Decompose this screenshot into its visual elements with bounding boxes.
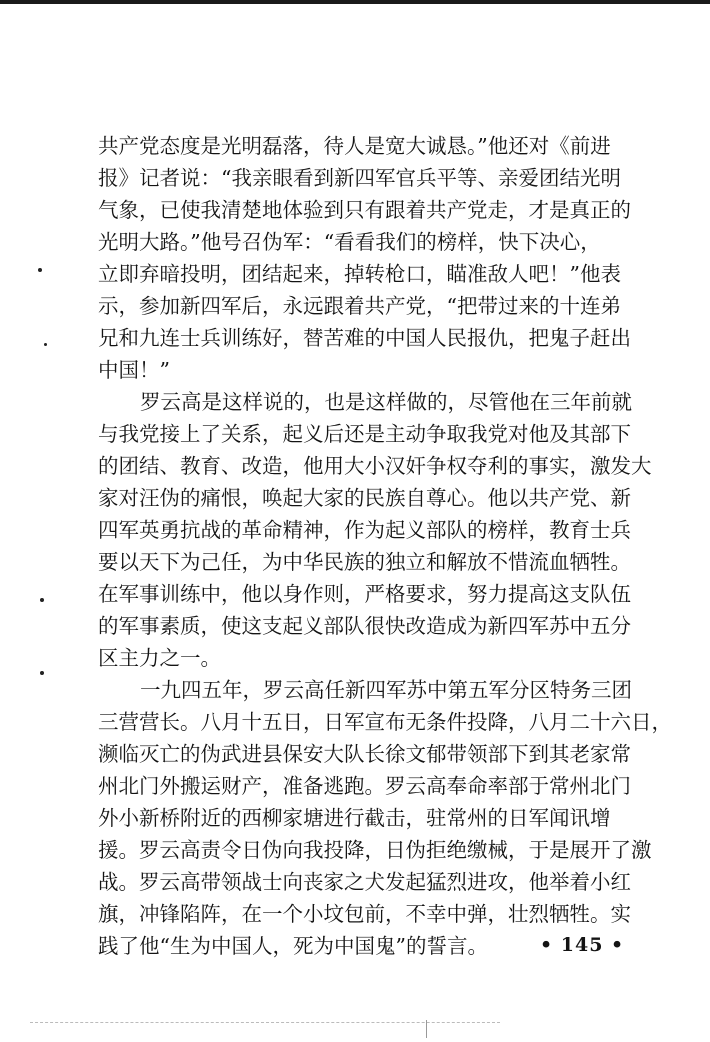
bottom-edge-specks [30, 1022, 500, 1024]
text-line: 示，参加新四军后，永远跟着共产党，“把带过来的十连弟 [98, 294, 621, 318]
text-line: 立即弃暗投明，团结起来，掉转枪口，瞄准敌人吧！”他表 [98, 262, 621, 286]
margin-speck [40, 598, 44, 602]
text-line: 气象，已使我清楚地体验到只有跟着共产党走，才是真正的 [98, 198, 631, 222]
paragraph-start-line: 罗云高是这样说的，也是这样做的，尽管他在三年前就 [140, 390, 632, 414]
bottom-edge-mark [426, 1020, 427, 1038]
text-line: 光明大路。”他号召伪军：“看看我们的榜样，快下决心， [98, 230, 601, 254]
text-line: 兄和九连士兵训练好，替苦难的中国人民报仇，把鬼子赶出 [98, 326, 631, 350]
text-line: 濒临灭亡的伪武进县保安大队长徐文郁带领部下到其老家常 [98, 742, 631, 766]
text-line: 战。罗云高带领战士向丧家之犬发起猛烈进攻，他举着小红 [98, 870, 631, 894]
text-line: 在军事训练中，他以身作则，严格要求，努力提高这支队伍 [98, 582, 631, 606]
text-line: 的团结、教育、改造，他用大小汉奸争权夺利的事实，激发大 [98, 454, 652, 478]
text-line: 与我党接上了关系，起义后还是主动争取我党对他及其部下 [98, 422, 631, 446]
page-number: • 145 • [540, 934, 625, 956]
text-line: 要以天下为己任，为中华民族的独立和解放不惜流血牺牲。 [98, 550, 631, 574]
text-line: 的军事素质，使这支起义部队很快改造成为新四军苏中五分 [98, 614, 631, 638]
paragraph-start-line: 一九四五年，罗云高任新四军苏中第五军分区特务三团 [140, 678, 632, 702]
margin-speck [44, 343, 47, 346]
margin-speck [38, 268, 42, 272]
text-line: 践了他“生为中国人，死为中国鬼”的誓言。 [98, 934, 488, 958]
text-line: 外小新桥附近的西柳家塘进行截击，驻常州的日军闻讯增 [98, 806, 611, 830]
text-line: 援。罗云高责令日伪向我投降，日伪拒绝缴械，于是展开了激 [98, 838, 652, 862]
text-line: 四军英勇抗战的革命精神，作为起义部队的榜样，教育士兵 [98, 518, 631, 542]
text-line: 旗，冲锋陷阵，在一个小坟包前，不幸中弹，壮烈牺牲。实 [98, 902, 631, 926]
text-line: 家对汪伪的痛恨，唤起大家的民族自尊心。他以共产党、新 [98, 486, 631, 510]
body-text [98, 130, 672, 962]
text-line: 三营营长。八月十五日，日军宣布无条件投降，八月二十六日， [98, 710, 672, 734]
margin-speck [40, 671, 44, 675]
text-line: 中国！” [98, 358, 170, 382]
text-line: 州北门外搬运财产，准备逃跑。罗云高奉命率部于常州北门 [98, 774, 631, 798]
top-border-rule [0, 0, 710, 4]
text-line: 报》记者说：“我亲眼看到新四军官兵平等、亲爱团结光明 [98, 166, 621, 190]
text-line: 区主力之一。 [98, 646, 221, 670]
text-line: 共产党态度是光明磊落，待人是宽大诚恳。”他还对《前进 [98, 134, 611, 158]
